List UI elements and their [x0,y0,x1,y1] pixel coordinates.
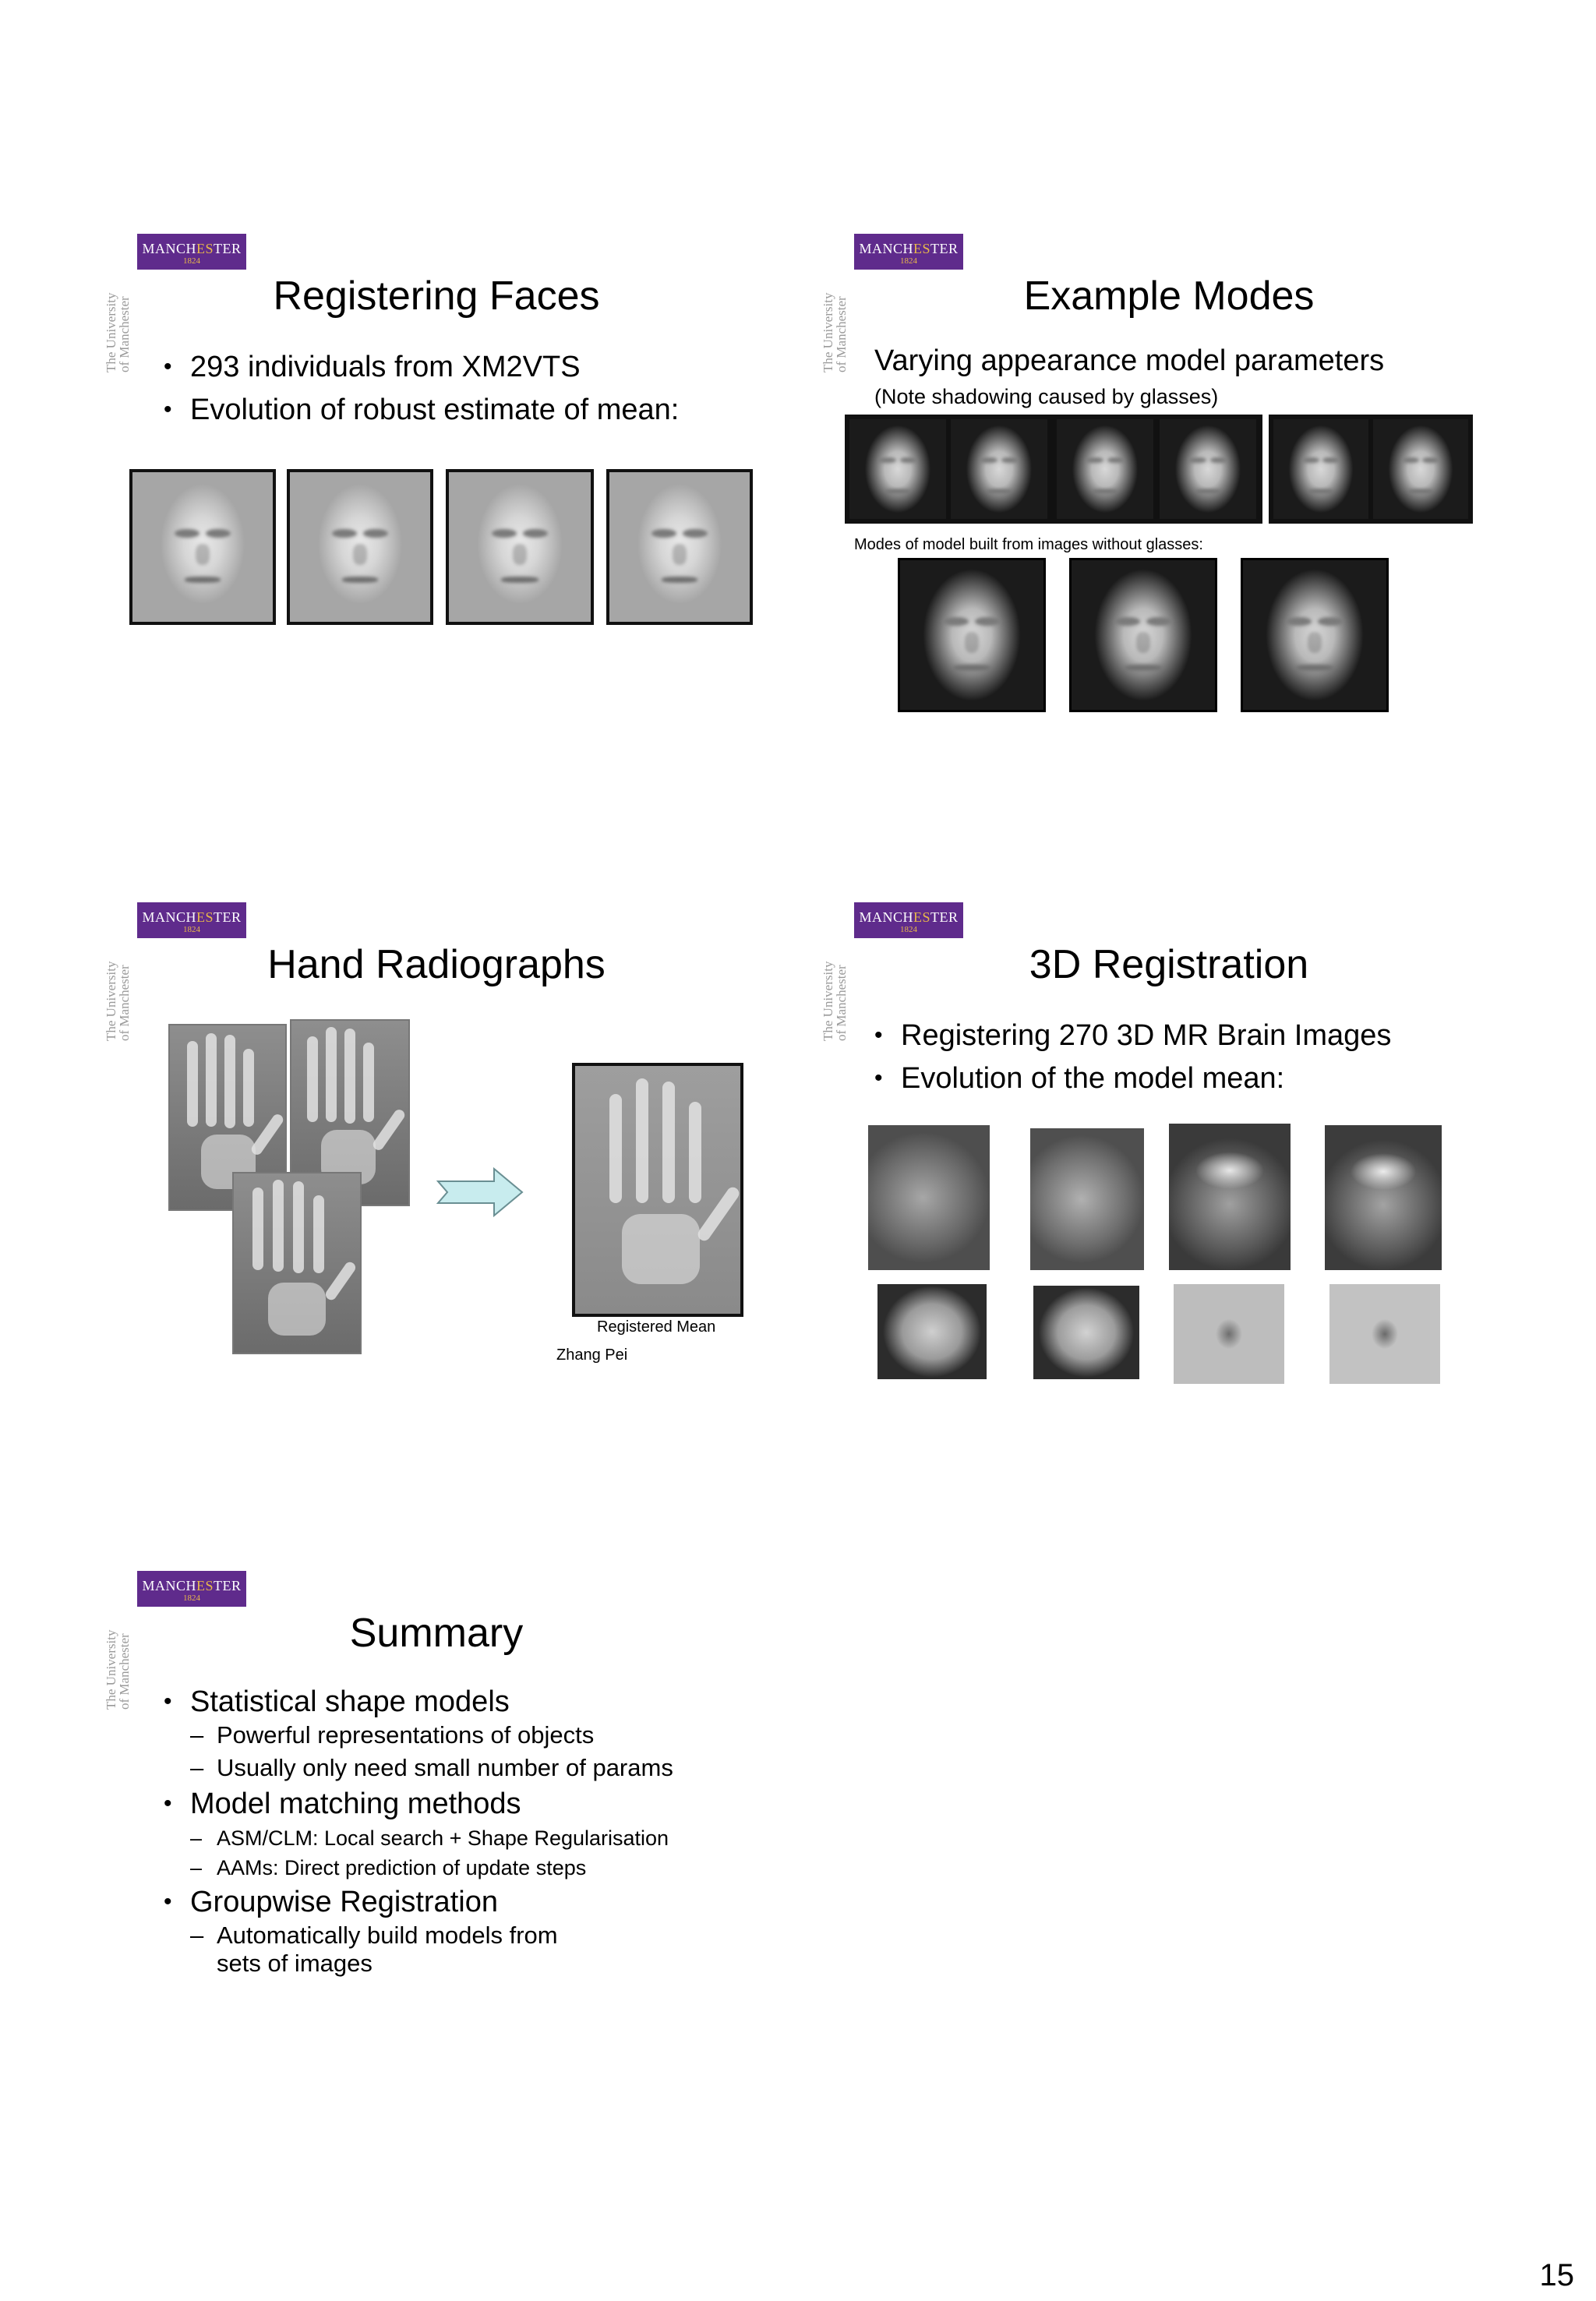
slide-title: Hand Radiographs [267,942,606,987]
slide-subtitle: Varying appearance model parameters [874,344,1385,377]
mean-face-image [446,469,594,625]
summary-list [164,1685,709,1978]
sagittal-brain-image [868,1125,990,1270]
figure-caption: Registered Mean [597,1318,716,1336]
summary-subitem: – ASM/CLM: Local search + Shape Regularisation [190,1826,669,1850]
sagittal-brain-image [1169,1124,1291,1270]
bullet-item: • Evolution of robust estimate of mean: [164,393,679,427]
mode-face-image [1057,419,1153,519]
page-number: 15 [1539,2258,1574,2292]
axial-brain-image [1329,1284,1440,1384]
mode-face-image [849,419,946,519]
bullet-list [164,351,679,436]
image-credit: Zhang Pei [556,1346,628,1364]
hand-radiograph-image [232,1172,362,1354]
sagittal-brain-image [1325,1125,1442,1270]
axial-brain-image [1033,1286,1139,1379]
bullet-item: • Registering 270 3D MR Brain Images [874,1019,1391,1053]
mode-face-image [1273,419,1368,519]
slide-title: Registering Faces [273,274,600,319]
mean-face-image [287,469,433,625]
glasses-modes-strip [845,415,1262,524]
axial-brain-image [877,1284,987,1379]
university-logo: MANCHESTER 1824 The University of Manchester [109,902,218,1027]
summary-subitem: – Automatically build models from sets of images [190,1922,558,1977]
university-logo: MANCHESTER 1824 The University of Manchester [109,234,218,358]
slide-note: (Note shadowing caused by glasses) [874,385,1219,408]
summary-subitem: – AAMs: Direct prediction of update steps [190,1856,587,1879]
mode-face-image [1160,419,1256,519]
slide-title: 3D Registration [1029,942,1309,987]
summary-item: • Model matching methods [164,1788,521,1820]
mean-face-image [129,469,276,625]
slide-registering-faces [104,234,826,795]
slide-hand-radiographs [104,902,826,1463]
mode-face-image [1373,419,1468,519]
mean-face-image [606,469,753,625]
registered-mean-image [572,1063,743,1317]
mode-face-image [1069,558,1217,712]
bullet-item: • 293 individuals from XM2VTS [164,351,679,384]
slide-title: Summary [349,1611,524,1656]
slide-example-modes [821,234,1543,795]
slide-title: Example Modes [1023,274,1315,319]
summary-subitem: – Powerful representations of objects [190,1721,595,1749]
mode-face-image [1241,558,1389,712]
mode-face-image [898,558,1046,712]
axial-brain-image [1174,1284,1284,1384]
slide-3d-registration [821,902,1543,1463]
mode-face-image [951,419,1047,519]
university-logo: MANCHESTER 1824 The University of Manchester [826,902,935,1027]
bullet-list [874,1019,1391,1105]
bullet-item: • Evolution of the model mean: [874,1062,1391,1096]
glasses-modes-strip [1269,415,1473,524]
summary-subitem: – Usually only need small number of params [190,1754,673,1781]
university-logo: MANCHESTER 1824 The University of Manchester [109,1571,218,1696]
arrow-right-icon [436,1167,525,1217]
figure-caption: Modes of model built from images without glasses: [854,536,1203,553]
slide-summary [104,1571,826,2132]
summary-item: • Statistical shape models [164,1685,510,1718]
university-logo: MANCHESTER 1824 The University of Manchester [826,234,935,358]
sagittal-brain-image [1030,1128,1144,1270]
summary-item: • Groupwise Registration [164,1886,498,1918]
